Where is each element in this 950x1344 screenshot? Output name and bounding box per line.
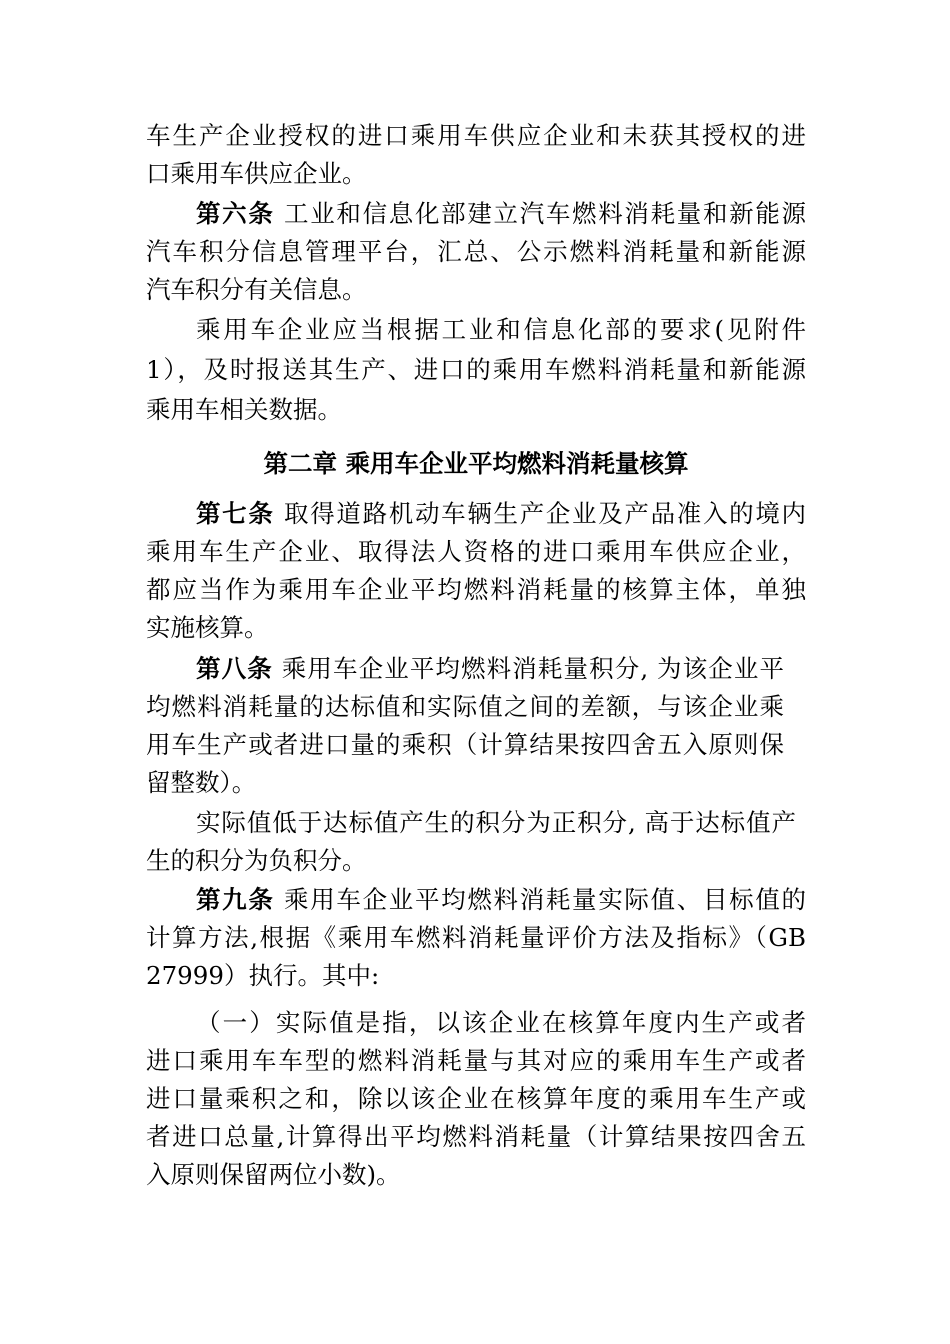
- article-8-para2-line: 生的积分为负积分。: [146, 846, 367, 875]
- article-9-text: 乘用车企业平均燃料消耗量实际值、目标值的: [284, 885, 806, 914]
- paragraph-line: 口乘用车供应企业。: [146, 159, 367, 188]
- article-9-line: 计算方法,根据《乘用车燃料消耗量评价方法及指标》（GB: [146, 923, 806, 952]
- article-8-para2-line: 实际值低于达标值产生的积分为正积分, 高于达标值产: [196, 808, 796, 837]
- article-9-label: 第九条: [196, 885, 275, 914]
- article-8-line: 留整数）。: [146, 768, 257, 797]
- article-6-para2-line: 乘用车企业应当根据工业和信息化部的要求(见附件: [196, 315, 806, 344]
- article-9-line: [196, 881, 806, 919]
- article-6-line: [196, 195, 806, 233]
- article-6-line: 汽车积分有关信息。: [146, 275, 367, 304]
- article-7-line: 乘用车生产企业、取得法人资格的进口乘用车供应企业，: [146, 537, 806, 566]
- article-6-text: 工业和信息化部建立汽车燃料消耗量和新能源: [284, 199, 806, 228]
- article-8-line: 用车生产或者进口量的乘积（计算结果按四舍五入原则保: [146, 730, 784, 759]
- paragraph-line: 车生产企业授权的进口乘用车供应企业和未获其授权的进: [146, 121, 806, 150]
- article-9-line: 27999）执行。其中:: [146, 961, 380, 990]
- article-8-line: 均燃料消耗量的达标值和实际值之间的差额，与该企业乘: [146, 692, 784, 721]
- article-8-line: [196, 650, 784, 688]
- article-9-item-1-line: 进口乘用车车型的燃料消耗量与其对应的乘用车生产或者: [146, 1046, 806, 1075]
- article-9-item-1-line: 入原则保留两位小数)。: [146, 1160, 401, 1189]
- article-6-para2-line: 1），及时报送其生产、进口的乘用车燃料消耗量和新能源: [146, 355, 806, 384]
- article-7-text: 取得道路机动车辆生产企业及产品准入的境内: [284, 499, 806, 528]
- article-6-para2-line: 乘用车相关数据。: [146, 395, 342, 424]
- article-7-line: 实施核算。: [146, 613, 269, 642]
- article-7-label: 第七条: [196, 499, 275, 528]
- article-9-item-1-line: （一）实际值是指，以该企业在核算年度内生产或者: [196, 1008, 806, 1037]
- article-6-label: 第六条: [196, 199, 275, 228]
- article-7-line: 都应当作为乘用车企业平均燃料消耗量的核算主体，单独: [146, 575, 806, 604]
- article-7-line: [196, 495, 806, 533]
- article-9-item-1-line: 进口量乘积之和，除以该企业在核算年度的乘用车生产或: [146, 1084, 806, 1113]
- article-8-label: 第八条: [196, 654, 273, 683]
- article-8-text: 乘用车企业平均燃料消耗量积分, 为该企业平: [281, 654, 784, 683]
- article-9-item-1-line: 者进口总量,计算得出平均燃料消耗量（计算结果按四舍五: [146, 1122, 806, 1151]
- chapter-2-heading: 第二章 乘用车企业平均燃料消耗量核算: [263, 449, 689, 478]
- article-6-line: 汽车积分信息管理平台，汇总、公示燃料消耗量和新能源: [146, 237, 806, 266]
